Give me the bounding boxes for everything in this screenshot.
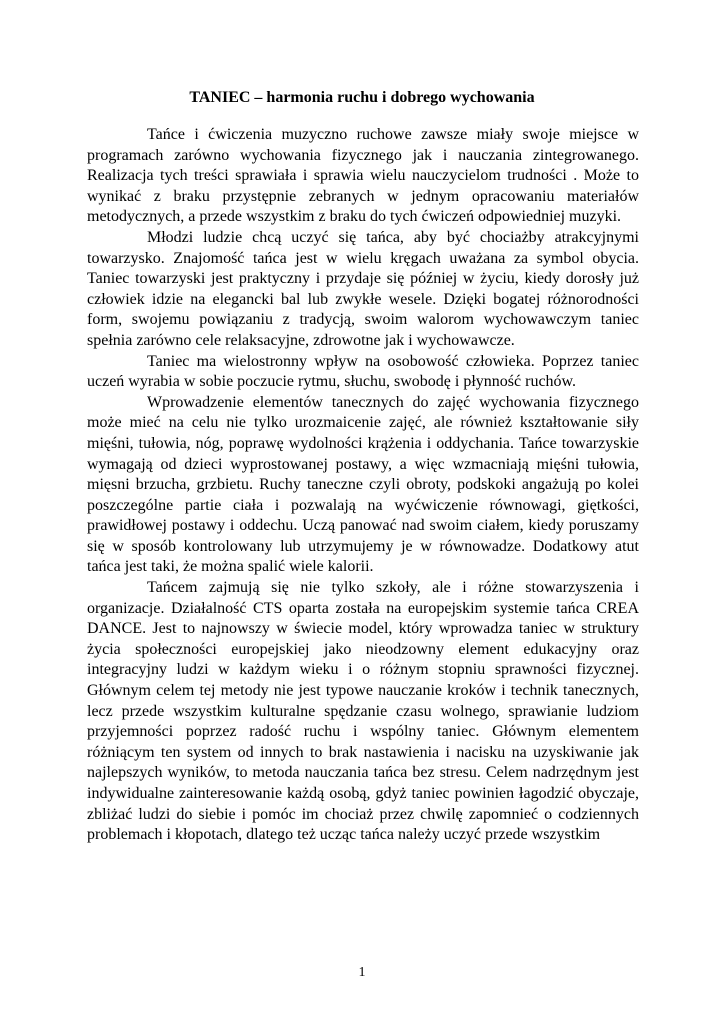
paragraph-organizations: Tańcem zajmują się nie tylko szkoły, ale i różne stowarzyszenia i organizacje. Działalność CTS oparta została na europejskim systemie tańca CREA DANCE. Jest to najnowszy w świecie model, który wprowadza taniec w struktury życia społeczności europejskiej jako nieodzowny element edukacyjny oraz integracyjny ludzi w każdym wieku i o różnym stopniu sprawności fizycznej. Głównym celem tej metody nie jest typowe nauczanie kroków i technik tanecznych, lecz przede wszystkim kulturalne spędzanie czasu wolnego, sprawianie ludziom przyjemności poprzez radość ruchu i wspólny taniec. Głównym elementem różniącym ten system od innych to brak nastawienia i nacisku na uzyskiwanie jak najlepszych wyników, to metoda nauczania tańca bez stresu. Celem nadrzędnym jest indywidualne zainteresowanie każdą osobą, gdyż taniec powinien łagodzić obyczaje, zbliżać ludzi do siebie i pomóc im chociaż przez chwilę zapomnieć o codziennych problemach i kłopotach, dlatego też ucząc tańca należy uczyć przede wszystkim (87, 579, 639, 844)
document-title: TANIEC – harmonia ruchu i dobrego wychowania (189, 89, 535, 106)
page-number: 1 (358, 965, 366, 980)
paragraph-physical-education: Wprowadzenie elementów tanecznych do zajęć wychowania fizycznego może mieć na celu nie tylko urozmaicenie zajęć, ale również kształtowanie siły mięśni, tułowia, nóg, poprawę wydolności krążenia i oddychania. Tańce towarzyskie wymagają od dzieci wyprostowanej postawy, a więc wzmacniają mięśni tułowia, mięsni brzucha, grzbietu. Ruchy taneczne czyli obroty, podskoki angażują po kolei poszczególne partie ciała i pozwalają na wyćwiczenie równowagi, giętkości, prawidłowej postawy i oddechu. Uczą panować nad swoim ciałem, kiedy poruszamy się w sposób kontrolowany lub utrzymujemy je w równowadze. Dodatkowy atut tańca jest taki, że można spalić wiele kalorii. (87, 393, 639, 576)
paragraph-intro: Tańce i ćwiczenia muzyczno ruchowe zawsze miały swoje miejsce w programach zarówno wychowania fizycznego jak i nauczania zintegrowanego. Realizacja tych treści sprawiała i sprawia wielu nauczycielom trudności . Może to wynikać z braku przystępnie zebranych w jednym opracowaniu materiałów metodycznych, a przede wszystkim z braku do tych ćwiczeń odpowiedniej muzyki. (87, 126, 639, 226)
document-body (87, 125, 639, 846)
paragraph-personality: Taniec ma wielostronny wpływ na osobowość człowieka. Poprzez taniec uczeń wyrabia w sobie poczucie rytmu, słuchu, swobodę i płynność ruchów. (87, 352, 639, 391)
paragraph-young-people: Młodzi ludzie chcą uczyć się tańca, aby być chociażby atrakcyjnymi towarzysko. Znajomość tańca jest w wielu kręgach uważana za symbol obycia. Taniec towarzyski jest praktyczny i przydaje się później w życiu, kiedy dorosły już człowiek idzie na elegancki bal lub zwykłe wesele. Dzięki bogatej różnorodności form, swojemu powiązaniu z tradycją, swoim walorom wychowawczym taniec spełnia zarówno cele relaksacyjne, zdrowotne jak i wychowawcze. (87, 228, 639, 349)
